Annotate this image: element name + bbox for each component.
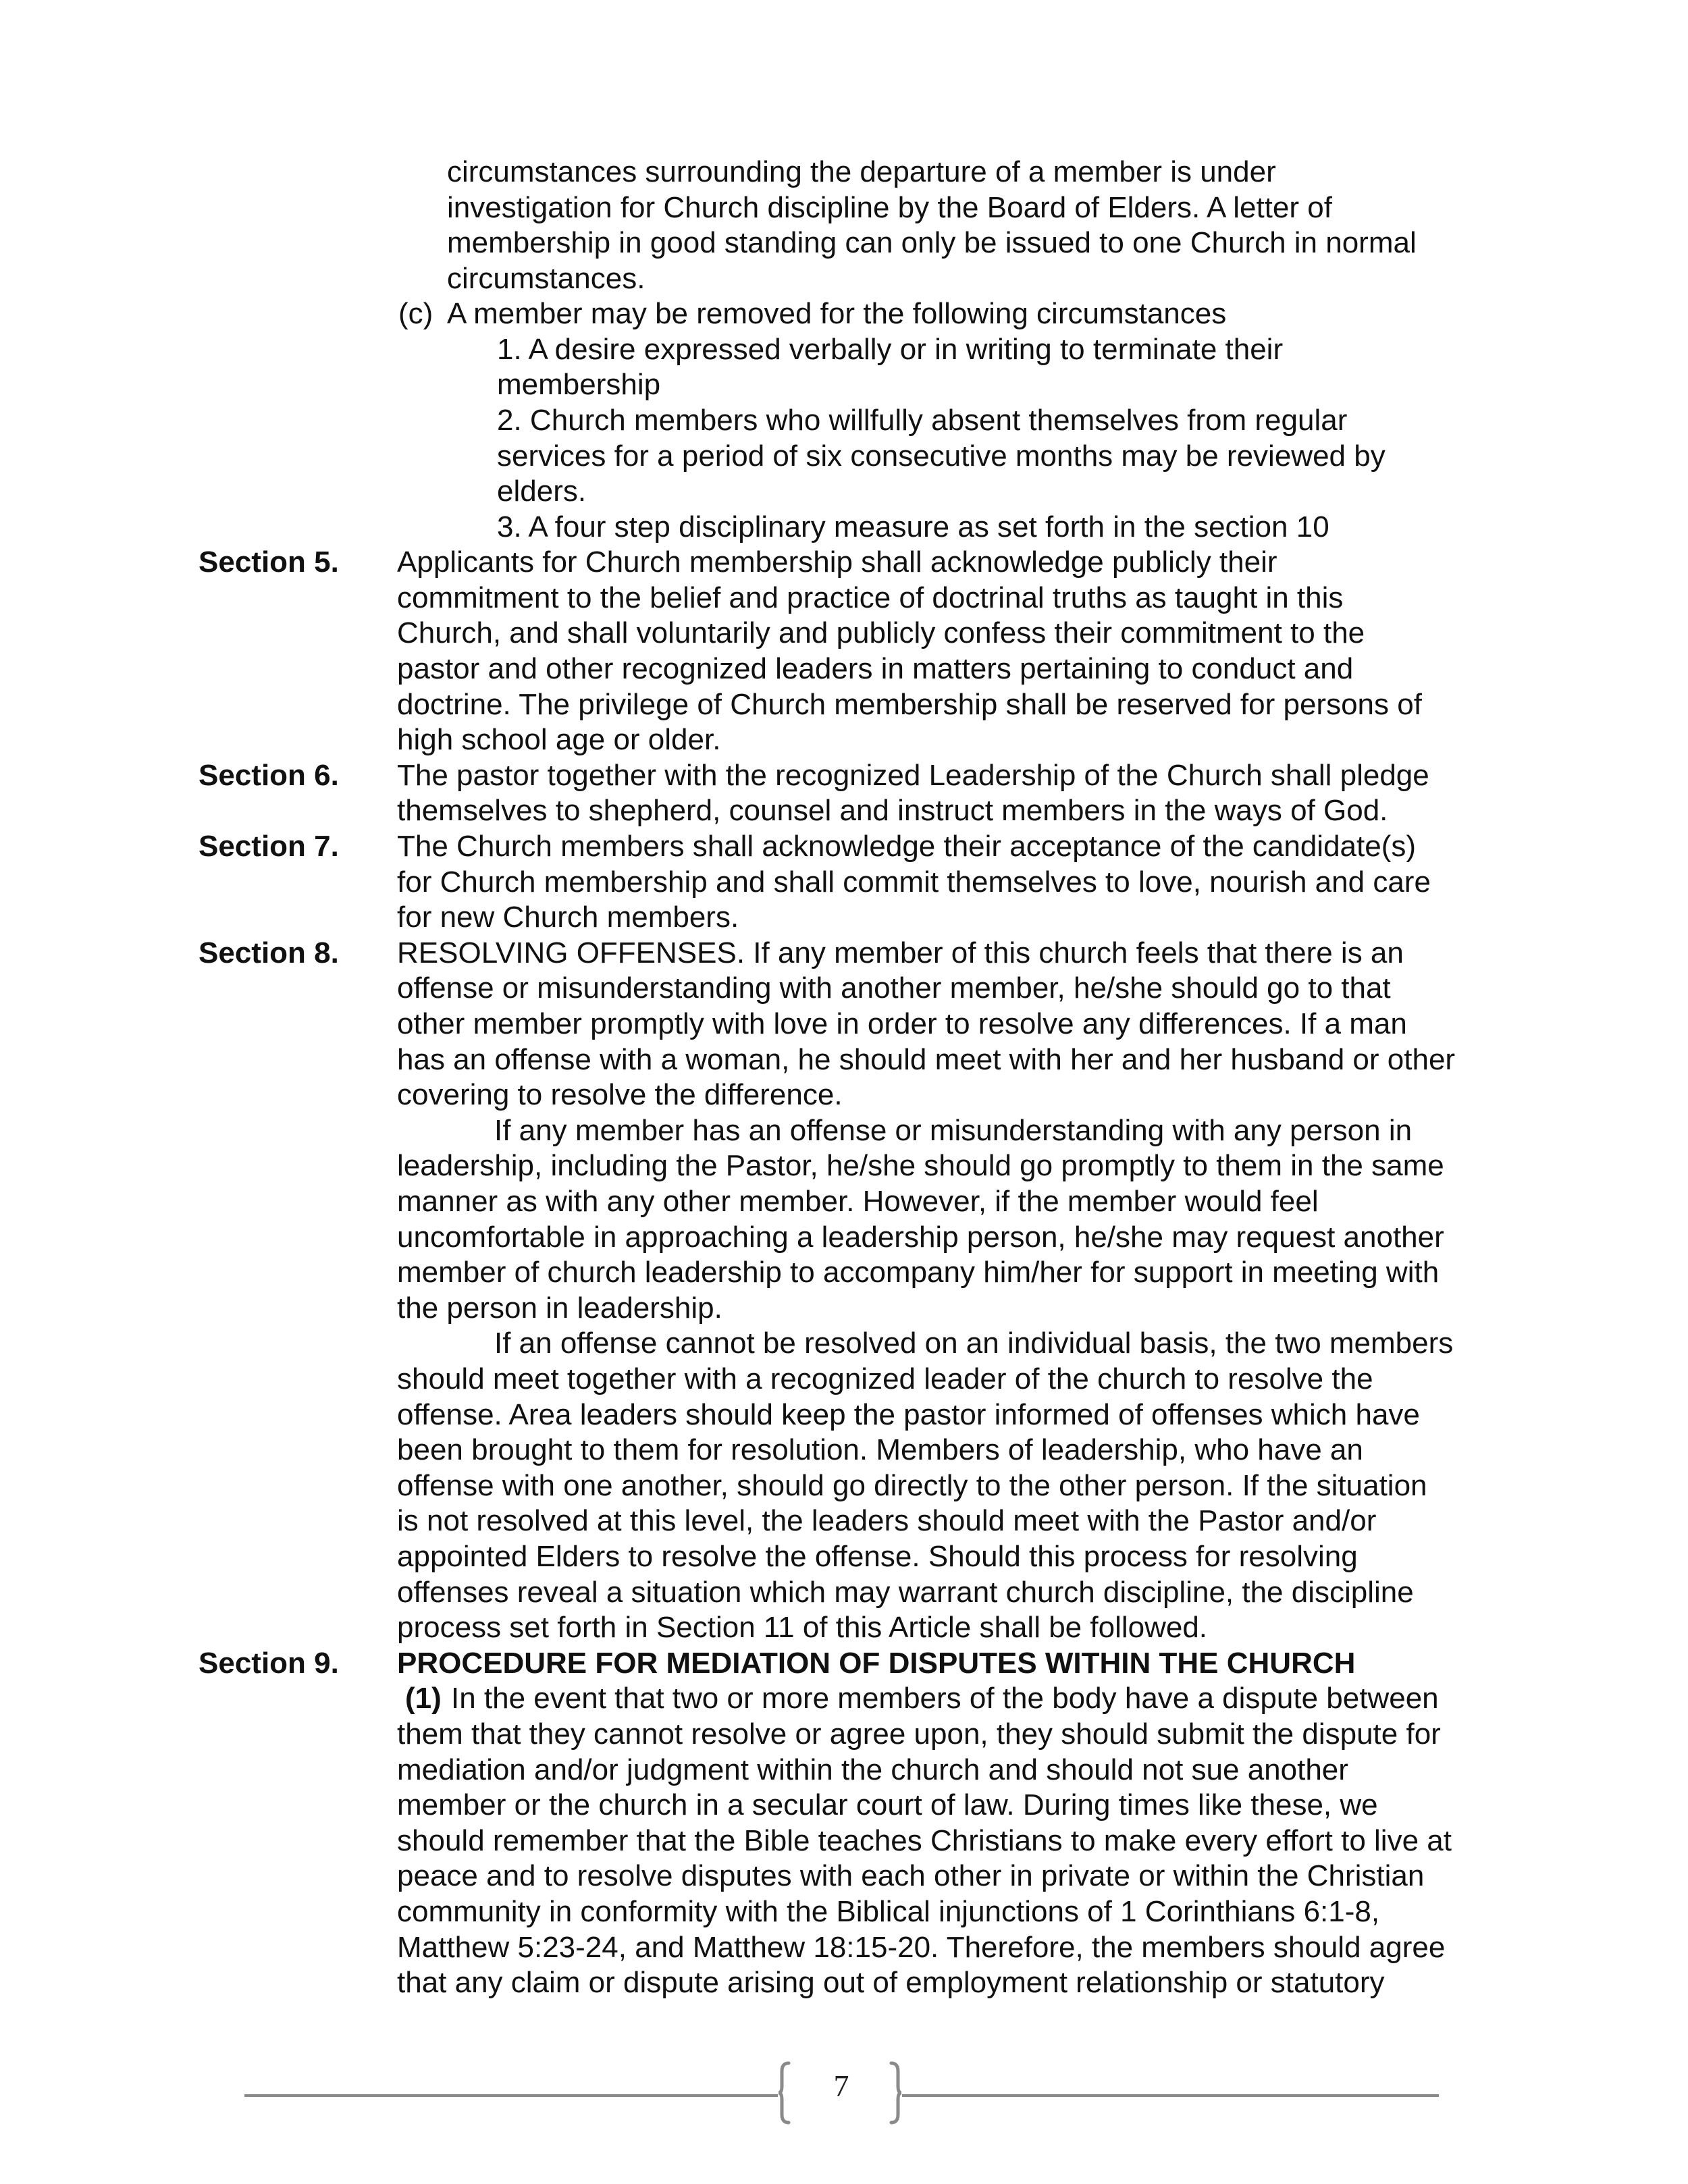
- text-line: commitment to the belief and practice of doctrinal truths as taught in this: [397, 581, 1344, 614]
- section-label: Section 7.: [199, 830, 339, 863]
- item-marker: (1): [405, 1682, 442, 1715]
- sub-item-line: services for a period of six consecutive months may be reviewed by: [497, 440, 1386, 473]
- text-line: pastor and other recognized leaders in matters pertaining to conduct and: [397, 652, 1354, 685]
- text-line: The pastor together with the recognized Leadership of the Church shall pledge: [397, 759, 1429, 792]
- text-line: appointed Elders to resolve the offense. Should this process for resolving: [397, 1540, 1358, 1573]
- text-line: If any member has an offense or misunderstanding with any person in: [494, 1114, 1413, 1147]
- section-label: Section 8.: [199, 936, 339, 969]
- text-line: doctrine. The privilege of Church membership shall be reserved for persons of: [397, 688, 1422, 721]
- item-c-text: A member may be removed for the following circumstances: [447, 297, 1227, 330]
- text-line: uncomfortable in approaching a leadership person, he/she may request another: [397, 1221, 1444, 1254]
- section-heading: PROCEDURE FOR MEDIATION OF DISPUTES WITHIN THE CHURCH: [397, 1647, 1356, 1680]
- text-line: Church, and shall voluntarily and publicly confess their commitment to the: [397, 616, 1365, 649]
- text-line: offense or misunderstanding with another member, he/she should go to that: [397, 971, 1391, 1005]
- text-line: that any claim or dispute arising out of employment relationship or statutory: [397, 1966, 1385, 1999]
- text-line: mediation and/or judgment within the church and should not sue another: [397, 1753, 1348, 1786]
- sub-item-line: 3. A four step disciplinary measure as set forth in the section 10: [497, 510, 1329, 543]
- text-line: leadership, including the Pastor, he/she should go promptly to them in the same: [397, 1149, 1444, 1182]
- item-c-marker: (c): [398, 297, 433, 330]
- text-line: for new Church members.: [397, 901, 739, 934]
- text-line: been brought to them for resolution. Members of leadership, who have an: [397, 1433, 1363, 1466]
- text-line: offense with one another, should go directly to the other person. If the situation: [397, 1469, 1427, 1502]
- text-line: community in conformity with the Biblical injunctions of 1 Corinthians 6:1-8,: [397, 1895, 1380, 1928]
- text-line: The Church members shall acknowledge their acceptance of the candidate(s): [397, 830, 1417, 863]
- text-line: should remember that the Bible teaches Christians to make every effort to live at: [397, 1824, 1452, 1857]
- text-line: If an offense cannot be resolved on an individual basis, the two members: [494, 1327, 1454, 1360]
- sub-item-line: membership: [497, 368, 661, 401]
- section-label: Section 9.: [199, 1647, 339, 1680]
- text-line: RESOLVING OFFENSES. If any member of this church feels that there is an: [397, 936, 1404, 969]
- text-line: member of church leadership to accompany him/her for support in meeting with: [397, 1256, 1440, 1289]
- text-line: manner as with any other member. However, if the member would feel: [397, 1185, 1319, 1218]
- footer-rule-left: [244, 2094, 778, 2097]
- text-line: peace and to resolve disputes with each other in private or within the Christian: [397, 1859, 1425, 1892]
- text-line: Matthew 5:23-24, and Matthew 18:15-20. Therefore, the members should agree: [397, 1931, 1446, 1964]
- text-line: is not resolved at this level, the leaders should meet with the Pastor and/or: [397, 1504, 1377, 1537]
- sub-item-line: 1. A desire expressed verbally or in writing to terminate their: [497, 333, 1284, 366]
- right-brace-icon: [889, 2060, 903, 2125]
- footer-rule-right: [902, 2094, 1439, 2097]
- text-line: Applicants for Church membership shall acknowledge publicly their: [397, 545, 1277, 579]
- text-line: for Church membership and shall commit themselves to love, nourish and care: [397, 865, 1431, 899]
- text-line: circumstances.: [447, 262, 645, 295]
- text-line: should meet together with a recognized leader of the church to resolve the: [397, 1362, 1373, 1395]
- section-label: Section 5.: [199, 545, 339, 579]
- text-line: them that they cannot resolve or agree upon, they should submit the dispute for: [397, 1717, 1441, 1751]
- text-line: member or the church in a secular court of law. During times like these, we: [397, 1788, 1378, 1821]
- text-line: membership in good standing can only be issued to one Church in normal: [447, 226, 1417, 259]
- text-line: offense. Area leaders should keep the pastor informed of offenses which have: [397, 1398, 1420, 1431]
- text-line: investigation for Church discipline by the Board of Elders. A letter of: [447, 191, 1332, 224]
- text-line: themselves to shepherd, counsel and instruct members in the ways of God.: [397, 794, 1388, 827]
- sub-item-line: elders.: [497, 475, 587, 508]
- text-line: other member promptly with love in order to resolve any differences. If a man: [397, 1007, 1407, 1040]
- text-line: circumstances surrounding the departure of a member is under: [447, 155, 1276, 188]
- text-line: the person in leadership.: [397, 1291, 722, 1325]
- text-line: has an offense with a woman, he should meet with her and her husband or other: [397, 1043, 1456, 1076]
- page-number: 7: [833, 2069, 849, 2103]
- text-line: offenses reveal a situation which may warrant church discipline, the discipline: [397, 1576, 1414, 1609]
- text-line: process set forth in Section 11 of this Article shall be followed.: [397, 1611, 1208, 1644]
- text-line: covering to resolve the difference.: [397, 1078, 843, 1111]
- text-line: high school age or older.: [397, 723, 721, 756]
- text-line: In the event that two or more members of the body have a dispute between: [451, 1682, 1439, 1715]
- sub-item-line: 2. Church members who willfully absent themselves from regular: [497, 404, 1348, 437]
- section-label: Section 6.: [199, 759, 339, 792]
- left-brace-icon: [776, 2060, 791, 2125]
